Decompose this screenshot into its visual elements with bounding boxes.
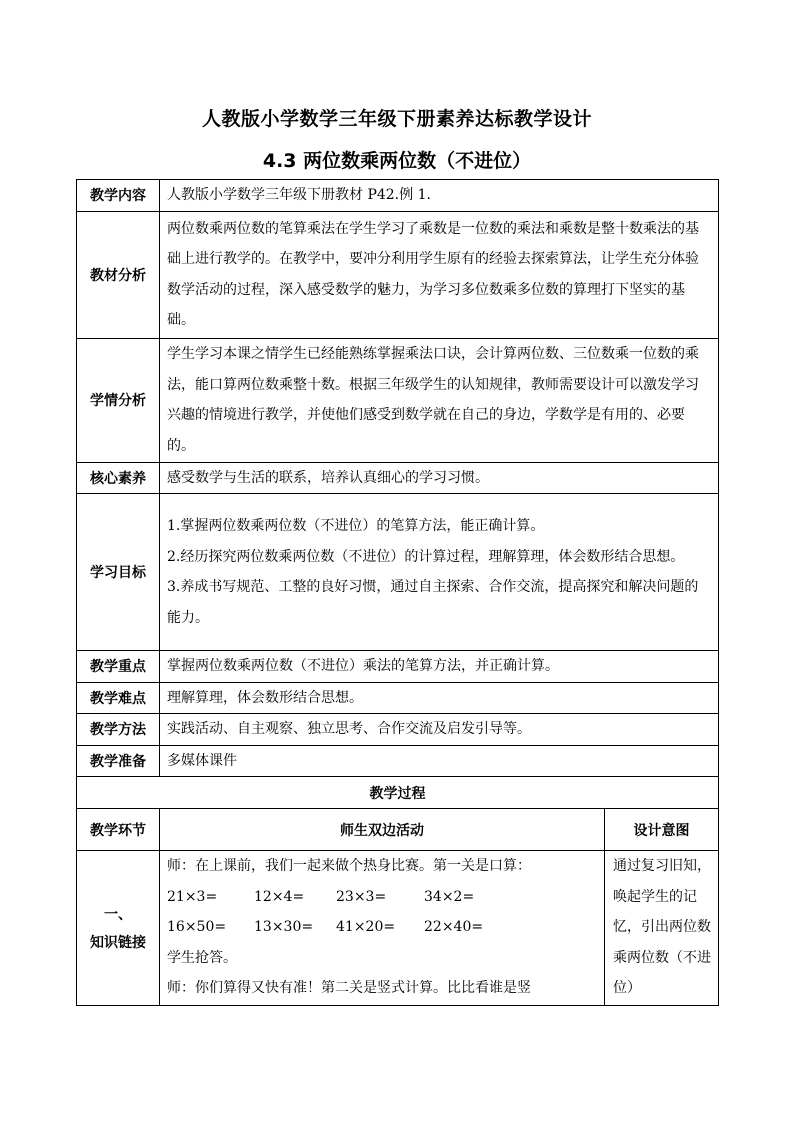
value-method: 实践活动、自主观察、独立思考、合作交流及启发引导等。 xyxy=(160,714,719,746)
row-students xyxy=(77,338,719,462)
row-stage-1 xyxy=(77,851,719,1006)
label-key: 教学重点 xyxy=(77,651,160,683)
calc-row-1 xyxy=(167,882,598,913)
col-activity-header: 师生双边活动 xyxy=(160,809,605,851)
label-difficulty: 教学难点 xyxy=(77,682,160,714)
calc-item: 12×4= xyxy=(254,888,305,905)
label-material: 教材分析 xyxy=(77,211,160,338)
value-students: 学生学习本课之情学生已经能熟练掌握乘法口诀，会计算两位数、三位数乘一位数的乘法，能口算两位数乘整十数。根据三年级学生的认知规律，教师需要设计可以激发学习兴趣的情境进行教学，并使他们感受到数学就在自己的身边，学数学是有用的、必要的。 xyxy=(160,338,719,462)
activity-intro: 师：在上课前，我们一起来做个热身比赛。第一关是口算： xyxy=(167,858,531,874)
lesson-plan-table xyxy=(76,179,719,1006)
value-goals xyxy=(160,494,719,651)
goal-item-3: 3.养成书写规范、工整的良好习惯，通过自主探索、合作交流，提高探究和解决问题的能力。 xyxy=(167,579,699,626)
stage-1-intent: 通过复习旧知，唤起学生的记忆，引出两位数乘两位数（不进位） xyxy=(605,851,719,1006)
row-material xyxy=(77,211,719,338)
label-method: 教学方法 xyxy=(77,714,160,746)
label-students: 学情分析 xyxy=(77,338,160,462)
row-process-header xyxy=(77,777,719,809)
value-literacy: 感受数学与生活的联系，培养认真细心的学习习惯。 xyxy=(160,462,719,494)
row-method xyxy=(77,714,719,746)
stage-1-label xyxy=(77,851,160,1006)
label-goals: 学习目标 xyxy=(77,494,160,651)
value-material: 两位数乘两位数的笔算乘法在学生学习了乘数是一位数的乘法和乘数是整十数乘法的基础上进行教学的。在教学中，要冲分利用学生原有的经验去探索算法，让学生充分体验数学活动的过程，深入感受数学的魅力，为学习多位数乘多位数的算理打下坚实的基础。 xyxy=(160,211,719,338)
stage-1-name: 知识链接 xyxy=(90,935,146,951)
label-literacy: 核心素养 xyxy=(77,462,160,494)
label-prep: 教学准备 xyxy=(77,745,160,777)
row-difficulty xyxy=(77,682,719,714)
stage-1-activity xyxy=(160,851,605,1006)
calc-row-2 xyxy=(167,912,598,943)
col-stage-header: 教学环节 xyxy=(77,809,160,851)
value-prep: 多媒体课件 xyxy=(160,745,719,777)
calc-item: 34×2= xyxy=(424,888,475,905)
calc-item: 23×3= xyxy=(336,888,387,905)
document-title: 人教版小学数学三年级下册素养达标教学设计 xyxy=(201,108,592,130)
activity-answer: 学生抢答。 xyxy=(167,949,237,966)
calc-item: 41×20= xyxy=(336,919,396,935)
calc-item: 13×30= xyxy=(254,919,314,935)
col-intent-header: 设计意图 xyxy=(605,809,719,851)
row-process-columns xyxy=(77,809,719,851)
row-content xyxy=(77,180,719,212)
calc-item: 22×40= xyxy=(424,919,484,935)
activity-next: 师：你们算得又快有准！第二关是竖式计算。比比看谁是竖 xyxy=(167,980,531,996)
row-goals xyxy=(77,494,719,651)
label-content: 教学内容 xyxy=(77,180,160,212)
row-literacy xyxy=(77,462,719,494)
value-difficulty: 理解算理，体会数形结合思想。 xyxy=(160,682,719,714)
goal-item-1: 1.掌握两位数乘两位数（不进位）的笔算方法，能正确计算。 xyxy=(167,518,545,534)
document-subtitle: 4.3 两位数乘两位数（不进位） xyxy=(262,150,532,172)
process-header: 教学过程 xyxy=(77,777,719,809)
calc-item: 21×3= xyxy=(167,888,218,905)
value-key: 掌握两位数乘两位数（不进位）乘法的笔算方法，并正确计算。 xyxy=(160,651,719,683)
stage-1-number: 一、 xyxy=(104,907,132,923)
row-key xyxy=(77,651,719,683)
calc-item: 16×50= xyxy=(167,919,227,935)
row-prep xyxy=(77,745,719,777)
value-content: 人教版小学数学三年级下册教材 P42.例 1. xyxy=(160,180,719,212)
goal-item-2: 2.经历探究两位数乘两位数（不进位）的计算过程，理解算理，体会数形结合思想。 xyxy=(167,548,685,565)
